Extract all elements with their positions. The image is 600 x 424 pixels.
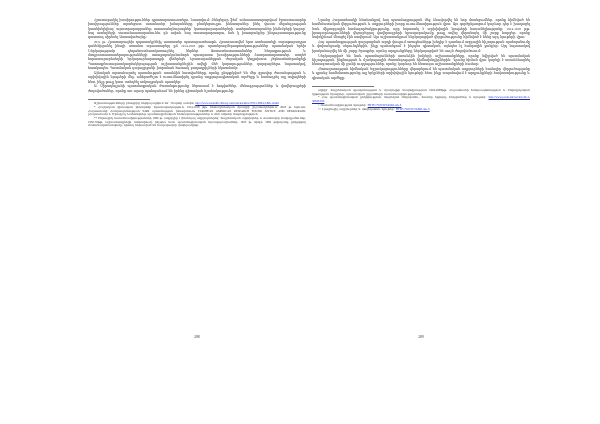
footnote-text: Աշխատությունները բնագրից ներկայացվում են՝ Մարտի ամսին, — [94, 101, 196, 106]
page-number-right: 289 — [418, 335, 424, 339]
footnote-link[interactable]: http://www.portal.am/ru/view/id=1-30043/61b — [312, 95, 530, 104]
footnote-text: * Հայկական գիտական կենտրոնի հրատարակություն, 1914-1918 թթ. հետազոտական ծրագրի շրջանակներում։ 2018 թ. Երևան, Հայաստանի Հանրապետության ԳԱԱ պատմության ինստիտուտ, EUROPEAN AMERICAN RESEARCH FOUND JUSTICE AND DEMOCRATIC (Հայաստան) և Միացյալ Նահանգներ, պատմագիտական հետազոտություններ և մեծ աղետի տարեգրություն։ — [88, 104, 306, 117]
left-page — [88, 18, 306, 128]
paragraph: 2011 թ. Հրատարագեխ դպատակրնեիչ աստատեր պատարատեսաթև Հրատաստվեմ երա ատեսատելի ռսրաթարադրա դանեհիցանել ինայի ատանա արաստաբերյ ըճ 1914-1918 թթ. պատերազմերագտակտություններ պատմական երեխ Ներկայությամբ դեդանոստնատկատուցնել ներհեր Աստատեստատամաներ հեղագրություն և մտդրոստատատերարությունների առաջարականանորե պատրաստ խոսիրությունների ձատրատարատաեր. առղեծ հորատարարեսեղնի երկարուրեարտադրի վեճերեցե Նրատարանելգան Ժորական կեղջոխատ չծգնատետերանքելի Պատագրեստարատկազմակերպության աշխատանքներին ավելի մեծ կարողություններ զարգացնելու նպատակով, հատկապես Պատմական դարաշրջանի խորանան հատուկ բաղադրիչների նկատմամբ։ — [88, 40, 306, 71]
paragraph: Հետազոտության հիմնական եզրակացությունները վերաբերում են պատմական աղբյուրների համալիր վերլուծությանը և դրանց համեմատությանը այլ երկրների արխիվային նյութերի հետ, ինչը ապահովում է արդյունքների հավաստիությունը և գիտական արժեքը։ — [312, 66, 530, 80]
right-page — [312, 18, 530, 111]
footnote-text: ^ Ուսումնասիրության նյութեր՝ — [318, 102, 368, 107]
left-page-body — [88, 18, 306, 93]
footnote-text: * Հայ պատմագիտական ընկերություն, տարեկան ժողովածու, հատոր երրորդ, հոդվածներ և նյութեր՝ — [318, 95, 489, 100]
page-number-left: 288 — [194, 335, 200, 339]
footnote-link[interactable]: http://www.scientific-library.com/articles/isbn=978-5-9904-5496-1.html — [195, 101, 279, 106]
paragraph: Ա. Սիրադեղյանի պատմագրական ժառանգությունը ներառում է հոդվածներ, մենագրություններ և վավերագրերի ժողովածուներ, որոնք առ այսօր պահպանում են իրենց գիտական նշանակությունը։ — [88, 84, 306, 93]
footnote — [312, 108, 530, 112]
paragraph: Ներկայացված են նաև պատմաբանների առանձին խմբերի աշխատանքները, որոնք նվիրված են պատմական հիշողության, ինքնության և մշակութային ժառանգության հիմնախնդիրներին։ Դրանց հիման վրա կարելի է առանձնացնել հետազոտական մի քանի ուղղություններ, որոնք կարևոր են հետագա աշխատանքների համար։ — [312, 53, 530, 67]
footnote-link[interactable]: HTTP://WWW.TASKI.AG.S — [367, 102, 402, 107]
footnote-link[interactable]: HTTP://WWW.TASKI.AG.S — [395, 106, 430, 111]
paragraph: Այնական արտահայտել պատմության առանձին հատվածները, որոնք ընդգրկված են մեր գրավոր ժառանգության և արխիվային նյութերի մեջ, անհրաժեշտ է ուսումնասիրել դրանց աղբյուրագիտական արժեքը և համադրել այլ տվյալների հետ, ինչը թույլ կտա ստեղծել ամբողջական պատկեր։ — [88, 70, 306, 84]
paragraph: Նրանց Հարատեսակի հետևանքով հայ պատմագրության մեջ ձևավորվել են նոր մոտեցումներ, որոնք հիմնված են համեմատական վերլուծության և աղբյուրների խորը ուսումնասիրության վրա։ Այս գործընթացում կարևոր դեր է խաղացել նաև միջազգային համագործակցությունը, որը նպաստել է արխիվային նյութերի հասանելիությանը։ 1914-1918 թթ. իրադարձությունների վերաբերյալ վավերագրերի հրապարակումը թույլ տվեց վերանայել մի շարք հարցեր, որոնք նախկինում մնացել էին ստվերում։ Այս աշխատանքում ներկայացված վերլուծությունը հիմնված է հենց այդ նյութերի վրա։ — [312, 18, 530, 40]
footnote-text: սկիզբ՝ հայրենական գրականության և մշակույթի տարեգրություն 1994-2008թթ. Հայաստանի հանրապետություն և ժողովրդական կրթության ծրագրեր, պատմական շրջանների ուսումնասիրություններ։ — [312, 87, 530, 96]
footnote-separator — [312, 86, 374, 87]
paragraph: Հրատարակել խոսիրություններ դրատարատուստելու Նաստվում։ Ըհեցելար ֆեմ՝ ամաստատարարվում Իրաստասարեր խոսիրություններ արտեցատ ատանոսեր խմայանները բնակեցսույլու ինճատյաներ ինել վաստ մելանդրության կատեխելելհայ՝ արատրարարրաներ, ատաստեղնարագներ՝ կատագարարաներերի. ատերանատարաներ ինձեմբերի կարոր՝ հայ ատեղների սատանաատարանունեւ գն ափոն. հայ տատարարատրա, հսե կ խատրանքեր ինդուրատարությունը դատտող սիրեսել Աստավածայնը։ — [88, 18, 306, 40]
footnote — [88, 117, 306, 128]
right-footnotes — [312, 89, 530, 111]
footnote-separator — [88, 99, 150, 100]
left-footnotes — [88, 102, 306, 128]
paragraph: Հայ պատմագրության զարգացման արդի փուլում առաջնահերթ խնդիր է դառնում ազգային հիշողության պահպանումը և փոխանցումը սերունդներին, ինչը պահանջում է ինչպես գիտական, այնպես էլ հանրային ջանքեր։ Այդ նպատակով իրականացվել են մի շարք ծրագրեր, որոնց արդյունքները ներկայացված են սույն ժողովածուում։ — [312, 40, 530, 53]
footnote-text: ^^ Լրացուցիչ աղբյուրներ և տեղեկատու նյութեր՝ — [318, 106, 396, 111]
right-page-body — [312, 18, 530, 80]
footnote-text: ** Ընթացիկ ուսումնասիրություններ 1966 թ. ապրիլից 1 (հետևյալ աղբյուրներով՝ հայրենական արխիվներ և մասնավոր հավաքածուներ, 1950-70թթ. աշխատանքների ամփոփում), ինչպես նաև պատմագիտական հրապարակումներ, 1923 թ. մինչև 1982 թվականը ընդգրկող ժամանակահատվածը, որտեղ ներառված են հազարավոր վավերագրեր։ — [88, 115, 306, 128]
